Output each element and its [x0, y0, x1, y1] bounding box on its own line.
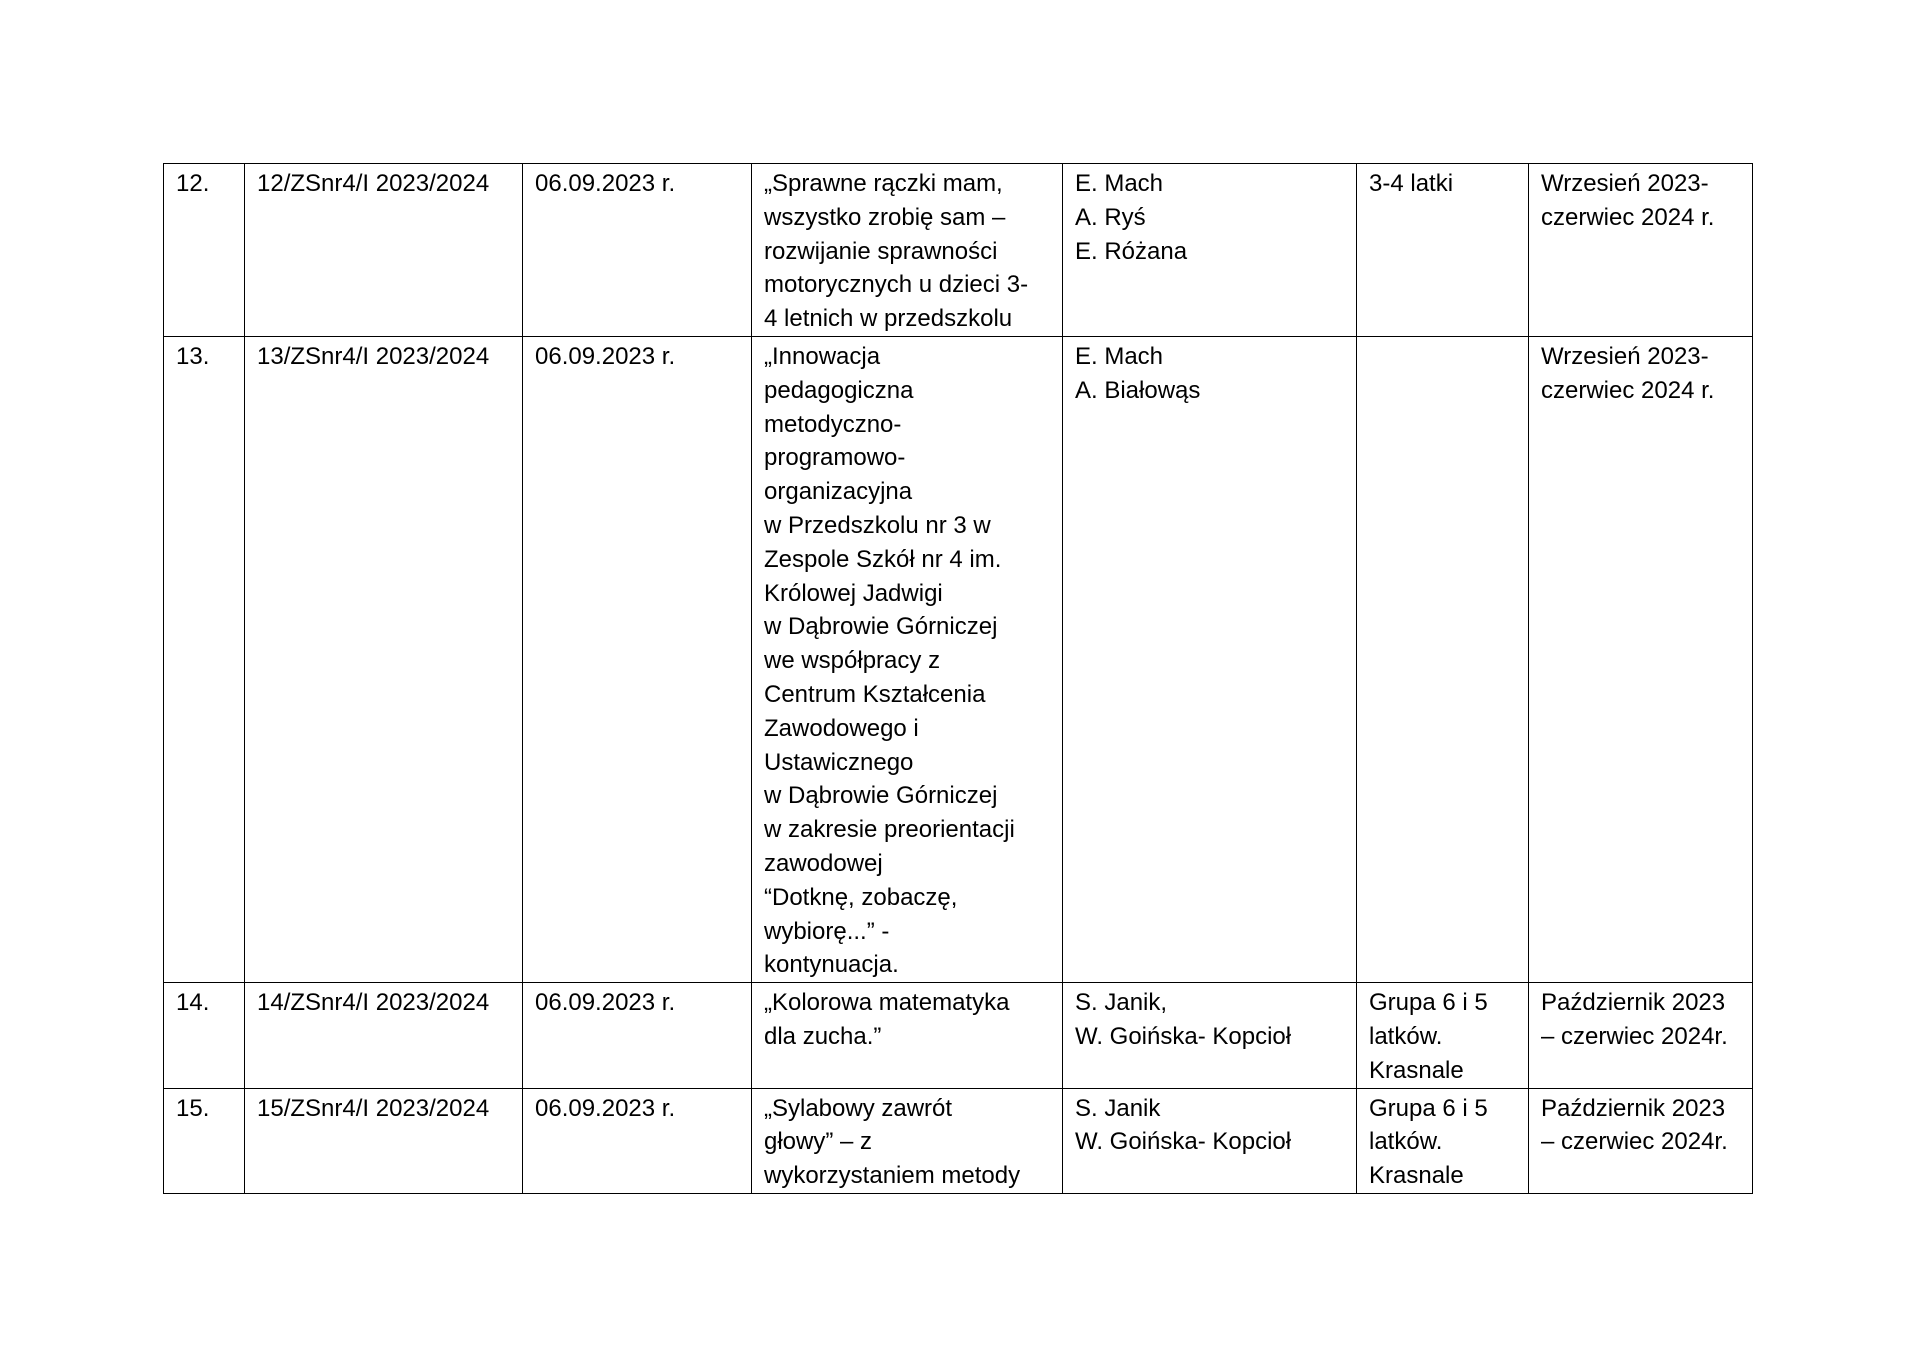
authors: S. Janik W. Goińska- Kopcioł	[1063, 1088, 1357, 1193]
target-group: Grupa 6 i 5 latków. Krasnale	[1357, 983, 1529, 1088]
row-number: 12.	[164, 164, 245, 337]
implementation-period: Październik 2023 – czerwiec 2024r.	[1529, 983, 1753, 1088]
implementation-period: Wrzesień 2023- czerwiec 2024 r.	[1529, 336, 1753, 982]
table-row	[164, 1088, 1753, 1193]
row-number: 15.	[164, 1088, 245, 1193]
authors: S. Janik, W. Goińska- Kopcioł	[1063, 983, 1357, 1088]
registration-code: 14/ZSnr4/I 2023/2024	[245, 983, 523, 1088]
target-group	[1357, 336, 1529, 982]
table-row	[164, 164, 1753, 337]
table-row	[164, 336, 1753, 982]
innovations-table	[163, 163, 1753, 1194]
implementation-period: Wrzesień 2023- czerwiec 2024 r.	[1529, 164, 1753, 337]
target-group: Grupa 6 i 5 latków. Krasnale	[1357, 1088, 1529, 1193]
innovation-topic: „Sylabowy zawrót głowy” – z wykorzystaniem metody	[752, 1088, 1063, 1193]
authors: E. Mach A. Ryś E. Różana	[1063, 164, 1357, 337]
row-number: 13.	[164, 336, 245, 982]
registration-code: 12/ZSnr4/I 2023/2024	[245, 164, 523, 337]
implementation-period: Październik 2023 – czerwiec 2024r.	[1529, 1088, 1753, 1193]
table-row	[164, 983, 1753, 1088]
authors: E. Mach A. Białowąs	[1063, 336, 1357, 982]
approval-date: 06.09.2023 r.	[523, 164, 752, 337]
innovation-topic: „Sprawne rączki mam, wszystko zrobię sam – rozwijanie sprawności motorycznych u dzieci 3- 4 letnich w przedszkolu	[752, 164, 1063, 337]
approval-date: 06.09.2023 r.	[523, 336, 752, 982]
row-number: 14.	[164, 983, 245, 1088]
registration-code: 15/ZSnr4/I 2023/2024	[245, 1088, 523, 1193]
registration-code: 13/ZSnr4/I 2023/2024	[245, 336, 523, 982]
approval-date: 06.09.2023 r.	[523, 983, 752, 1088]
target-group: 3-4 latki	[1357, 164, 1529, 337]
approval-date: 06.09.2023 r.	[523, 1088, 752, 1193]
innovation-topic: „Kolorowa matematyka dla zucha.”	[752, 983, 1063, 1088]
innovation-topic: „Innowacja pedagogiczna metodyczno- programowo- organizacyjna w Przedszkolu nr 3 w Zespole Szkół nr 4 im. Królowej Jadwigi w Dąbrowie Górniczej we współpracy z Centrum Kształcenia Zawodowego i Ustawicznego w Dąbrowie Górniczej w zakresie preorientacji zawodowej “Dotknę, zobaczę, wybiorę...” - kontynuacja.	[752, 336, 1063, 982]
